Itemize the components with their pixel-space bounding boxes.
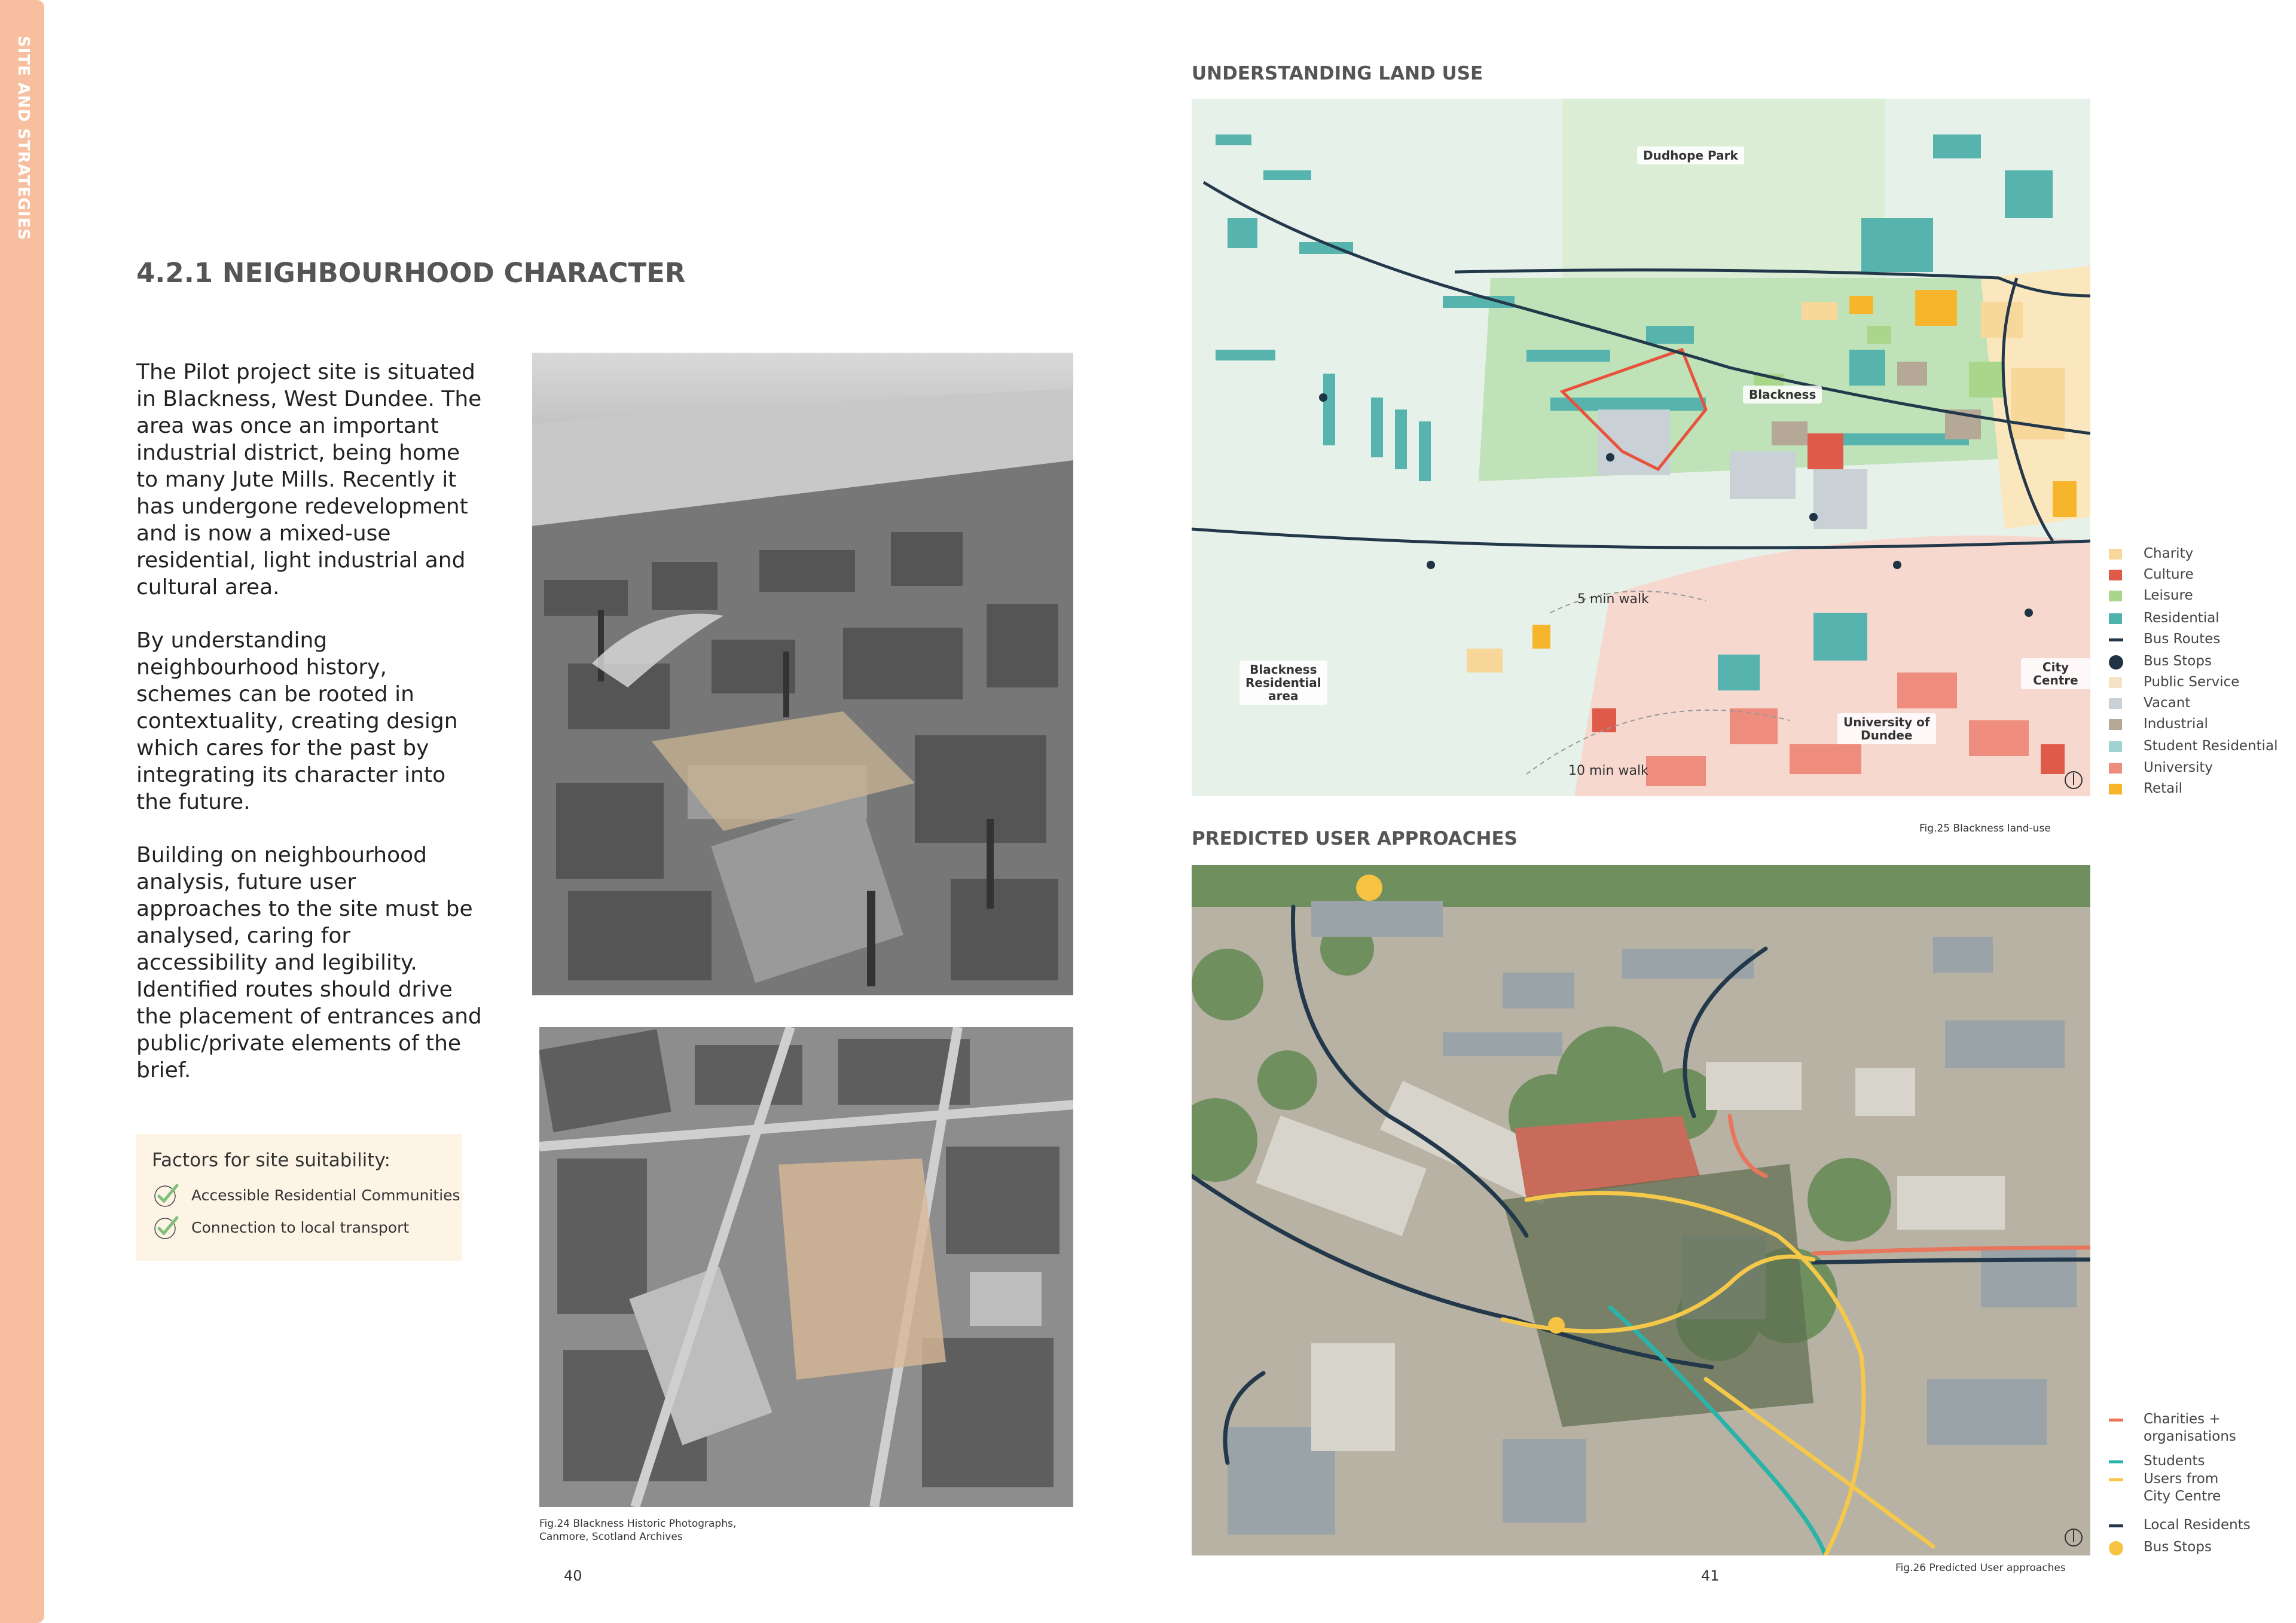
land-use-map [1192, 99, 2090, 796]
local-residents-route-line-icon [2109, 1524, 2123, 1527]
students-route-line-icon [2109, 1460, 2123, 1463]
check-icon [153, 1182, 179, 1208]
legend-label: Bus Routes [2144, 631, 2221, 647]
factors-box [136, 1134, 462, 1261]
label-city-centre: City Centre [2021, 658, 2090, 689]
label-university-line-2: Dundee [1861, 728, 1913, 742]
legend-label-line-2: organisations [2144, 1429, 2236, 1444]
legend-label: Students [2144, 1453, 2205, 1469]
legend-label-line-1: Users from [2144, 1471, 2219, 1487]
check-icon [153, 1214, 179, 1240]
label-university-line-1: University of [1843, 715, 1930, 729]
bus-route-line-icon [2109, 638, 2123, 641]
side-tab [0, 0, 44, 1623]
fig26-caption: Fig.26 Predicted User approaches [1895, 1562, 2066, 1574]
land-use-legend [2109, 545, 2288, 808]
legend-label [2144, 1471, 2221, 1505]
legend-label-line-2: City Centre [2144, 1488, 2221, 1504]
vacant-swatch [2109, 698, 2122, 709]
historic-photo-aerial-1 [532, 353, 1073, 995]
label-5-min-walk: 5 min walk [1577, 592, 1649, 607]
paragraph-3: Building on neighbourhood analysis, future user approaches to the site must be analysed, caring for accessibility and legibility. Identified routes should drive the placement of entrances and public/private elements of the brief. [136, 843, 482, 1083]
label-university [1837, 713, 1936, 744]
factor-item [153, 1182, 460, 1211]
approaches-title: PREDICTED USER APPROACHES [1192, 828, 1518, 849]
factors-title: Factors for site suitability: [152, 1150, 390, 1171]
legend-label: University [2144, 760, 2213, 775]
legend-label: Retail [2144, 781, 2182, 796]
retail-swatch [2109, 784, 2122, 794]
public-service-swatch [2109, 677, 2122, 688]
page-number-right: 41 [1701, 1567, 1720, 1584]
label-blackness-residential [1239, 661, 1327, 705]
legend-label-line-1: Charities + [2144, 1411, 2221, 1427]
intro-text [136, 359, 483, 1110]
legend-label: Local Residents [2144, 1517, 2251, 1533]
city-centre-route-line-icon [2109, 1478, 2123, 1481]
side-tab-label: SITE AND STRATEGIES [14, 36, 32, 241]
legend-label: Charity [2144, 546, 2194, 561]
factor-label: Connection to local transport [191, 1219, 410, 1236]
factor-label: Accessible Residential Communities [191, 1187, 460, 1204]
legend-label: Culture [2144, 567, 2194, 582]
factor-item [153, 1214, 452, 1243]
land-use-title: UNDERSTANDING LAND USE [1192, 63, 1483, 84]
legend-label [2144, 1411, 2236, 1445]
label-10-min-walk: 10 min walk [1568, 763, 1648, 778]
label-blackness-residential-line-2: Residential [1245, 676, 1321, 690]
leisure-swatch [2109, 591, 2122, 601]
university-swatch [2109, 763, 2122, 774]
legend-label: Residential [2144, 610, 2219, 626]
legend-label: Public Service [2144, 674, 2240, 690]
legend-label: Bus Stops [2144, 1539, 2212, 1555]
label-blackness: Blackness [1743, 386, 1822, 404]
bus-stop-dot-icon [2109, 1541, 2123, 1555]
fig24-caption [539, 1517, 778, 1543]
residential-swatch [2109, 613, 2122, 624]
industrial-swatch [2109, 719, 2122, 730]
fig25-caption: Fig.25 Blackness land-use [1919, 823, 2051, 835]
student-residential-swatch [2109, 741, 2122, 752]
paragraph-1: The Pilot project site is situated in Blackness, West Dundee. The area was once an important industrial district, being home to many Jute Mills. Recently it has undergone redevelopment and is now a mixed-use residential, light industrial and cultural area. [136, 360, 482, 600]
paragraph-2: By understanding neighbourhood history, schemes can be rooted in contextuality, creating design which cares for the past by integrating its character into the future. [136, 628, 458, 814]
legend-label: Vacant [2144, 695, 2191, 711]
historic-photo-aerial-2 [539, 1027, 1073, 1507]
bus-stop-dot-icon [2109, 655, 2123, 670]
approaches-map [1192, 865, 2090, 1555]
legend-label: Bus Stops [2144, 653, 2212, 669]
legend-label: Student Residential [2144, 738, 2278, 754]
charity-swatch [2109, 549, 2122, 560]
label-blackness-residential-line-3: area [1268, 689, 1299, 703]
legend-label: Leisure [2144, 588, 2193, 603]
approaches-legend [2109, 1411, 2288, 1566]
fig24-caption-line-2: Canmore, Scotland Archives [539, 1531, 683, 1543]
culture-swatch [2109, 570, 2122, 580]
page-number-left: 40 [564, 1567, 582, 1584]
charities-route-line-icon [2109, 1419, 2123, 1422]
label-dudhope-park: Dudhope Park [1637, 146, 1744, 164]
legend-label: Industrial [2144, 716, 2208, 732]
label-blackness-residential-line-1: Blackness [1250, 662, 1317, 677]
fig24-caption-line-1: Fig.24 Blackness Historic Photographs, [539, 1518, 737, 1530]
page-heading: 4.2.1 NEIGHBOURHOOD CHARACTER [136, 257, 686, 289]
